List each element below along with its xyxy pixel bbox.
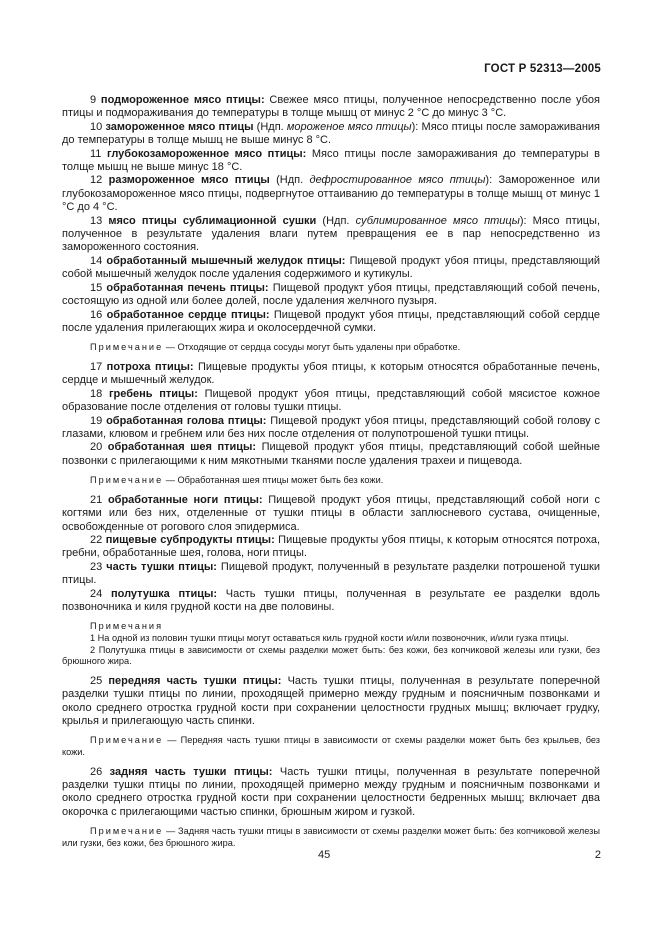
notes-term-24-heading — [62, 621, 600, 633]
term-name: часть тушки птицы: — [106, 560, 217, 573]
term-definition: Пищевые продукты убоя птицы, к которым относятся обработанные печень, сердце и мышечный желудок. — [62, 360, 601, 387]
note-text: — Обработанная шея птицы может быть без кожи. — [163, 475, 384, 486]
term-definition: Пищевой продукт убоя птицы, представляющий собой голову с глазами, клювом и гребнем или без них после отделения от полупотрошеной тушки птицы. — [62, 414, 600, 440]
note-heading: Примечания — [90, 621, 164, 632]
term-definition: Свежее мясо птицы, полученное непосредственно после убоя птицы и подмораживания до температуры в толще мышц от минус 2 °С до минус 3 °С. — [62, 94, 600, 120]
term-name: мясо птицы сублимационной сушки — [108, 214, 317, 227]
note-term-25 — [62, 735, 600, 758]
note-text: — Отходящие от сердца сосуды могут быть удалены при обработке. — [163, 342, 461, 353]
term-number: 15 — [90, 281, 103, 294]
term-9 — [62, 94, 600, 121]
term-name: подмороженное мясо птицы: — [100, 94, 265, 106]
term-name: полутушка птицы: — [110, 587, 218, 600]
term-19 — [62, 415, 600, 442]
term-number: 14 — [90, 254, 103, 267]
term-name: гребень птицы: — [108, 387, 198, 400]
term-definition: Часть тушки птицы, полученная в результате поперечной разделки тушки птицы по линии, проходящей примерно между грудным и поясничным позвонками и около среднего отростка грудной кости при сохранении целостности бедренных мышц; включает два окорочка с прилегающими частью спинки, брюшным жиром и гузкой. — [62, 765, 601, 818]
term-deprecated-synonym: мороженое мясо птицы — [286, 120, 412, 133]
term-17 — [62, 361, 600, 388]
term-13: 13 мясо птицы сублимационной сушки (Ндп. сублимированное мясо птицы): Мясо птицы, полученное в результате удаления влаги путем превращения ее в пар непосредственно из замороженного состояния. — [62, 214, 601, 254]
note-term-26 — [62, 826, 600, 849]
note-text: — Передняя часть тушки птицы в зависимости от схемы разделки может быть без крыльев, без кожи. — [62, 735, 600, 757]
note-heading: Примечание — [90, 826, 164, 837]
term-number: 26 — [90, 765, 103, 778]
term-number: 22 — [90, 533, 103, 546]
term-name: потроха птицы: — [106, 360, 194, 373]
term-name: обработанная шея птицы: — [107, 441, 257, 454]
note-item: 2 Полутушка птицы в зависимости от схемы разделки может быть: без кожи, без копчиковой железы или гузки, без брюшного жира. — [62, 644, 600, 667]
sheet-number: 2 — [594, 849, 601, 861]
term-definition: Часть тушки птицы, полученная в результате ее разделки вдоль позвоночника и киля грудной кости на две половины. — [62, 587, 600, 613]
term-number: 16 — [90, 308, 103, 321]
term-definition: Мясо птицы после замораживания до температуры в толще мышц не выше минус 8 °С. — [62, 120, 601, 147]
term-16 — [62, 309, 600, 336]
term-number: 19 — [90, 414, 103, 427]
note-text: — Задняя часть тушки птицы в зависимости от схемы разделки может быть: без копчиковой железы или гузки, без кожи, без брюшного жира. — [62, 826, 600, 848]
term-name: замороженное мясо птицы — [105, 120, 254, 133]
term-number: 23 — [90, 560, 103, 573]
term-name: обработанный мышечный желудок птицы: — [106, 254, 346, 267]
term-26 — [62, 766, 600, 820]
note-term-20 — [62, 475, 600, 487]
term-number: 9 — [90, 94, 97, 106]
term-definition: Пищевой продукт, полученный в результате разделки потрошеной тушки птицы. — [62, 560, 600, 587]
term-name: обработанное сердце птицы: — [106, 308, 270, 321]
term-18 — [62, 388, 600, 415]
note-term-16 — [62, 342, 600, 354]
document-code: ГОСТ Р 52313—2005 — [484, 63, 601, 75]
term-number: 11 — [90, 147, 102, 160]
term-definition: Пищевой продукт убоя птицы, представляющий собой сердце после удаления прилегающих жира и околосердечной сумки. — [62, 308, 600, 334]
note-heading: Примечание — [90, 735, 164, 746]
term-definition: Замороженное или глубокозамороженное мясо птицы, подвергнутое оттаиванию до температуры в толще мышц от минус 1 °С до 4 °С. — [62, 174, 600, 214]
term-22 — [62, 534, 600, 561]
term-name: обработанная печень птицы: — [106, 281, 269, 294]
term-definition: Пищевой продукт убоя птицы, представляющий собой мышечный желудок после удаления содержимого и кутикулы. — [62, 254, 601, 281]
term-deprecated-synonym: дефростированное мясо птицы — [309, 174, 486, 187]
term-name: передняя часть тушки птицы: — [108, 674, 282, 687]
term-definition: Пищевой продукт убоя птицы, представляющий собой печень, состоящую из одной или более долей, после удаления желчного пузыря. — [62, 281, 601, 308]
note-heading: Примечание — [90, 342, 164, 353]
term-definition: Пищевой продукт убоя птицы, представляющий собой мясистое кожное образование после отделения от головы тушки птицы. — [62, 387, 600, 414]
term-15 — [62, 282, 600, 309]
term-number: 17 — [90, 360, 103, 373]
note-item: 1 На одной из половин тушки птицы могут оставаться киль грудной кости и/или позвоночник, и/или гузка птицы. — [90, 633, 569, 643]
term-number: 12 — [90, 174, 103, 187]
term-name: глубокозамороженное мясо птицы: — [107, 147, 307, 160]
term-definition: Мясо птицы, полученное в результате удаления влаги путем превращения ее в пар непосредственно из замороженного состояния. — [62, 214, 601, 254]
term-24 — [62, 588, 600, 615]
term-name: обработанная голова птицы: — [106, 414, 267, 427]
term-number: 10 — [90, 120, 103, 133]
term-name: обработанные ноги птицы: — [107, 493, 263, 506]
term-name: пищевые субпродукты птицы: — [105, 533, 275, 546]
term-name: размороженное мясо птицы — [108, 174, 270, 187]
page-body — [62, 94, 600, 849]
term-number: 21 — [90, 493, 103, 506]
term-definition: Часть тушки птицы, полученная в результате поперечной разделки тушки птицы по линии, проходящей примерно между грудным и поясничным позвонками и около среднего отростка грудной кости при сохранении целостности грудных мышц; включает грудку, крылья и прилегающую часть спинки. — [62, 674, 600, 727]
term-deprecated-synonym: сублимированное мясо птицы — [355, 214, 520, 227]
term-25 — [62, 675, 600, 729]
term-number: 18 — [90, 387, 103, 400]
term-20 — [62, 441, 600, 468]
term-definition: Пищевой продукт убоя птицы, представляющий собой ноги с когтями или без них, отделенные от тушки птицы в области заплюсневого сустава, очищенные, освобожденные от рогового слоя эпидермиса. — [62, 493, 601, 533]
term-12: 12 размороженное мясо птицы (Ндп. дефростированное мясо птицы): Замороженное или глубокозамороженное мясо птицы, подвергнутое оттаиванию до температуры в толще мышц от минус 1 °С до 4 °С. — [62, 174, 600, 214]
page-number: 45 — [318, 849, 331, 861]
term-definition: Пищевые продукты убоя птицы, к которым относятся потроха, гребни, обработанные шея, голова, ноги птицы. — [62, 533, 600, 560]
term-number: 13 — [90, 214, 103, 227]
note-heading: Примечание — [90, 475, 164, 486]
term-number: 25 — [90, 674, 103, 687]
term-14 — [62, 255, 600, 282]
term-number: 20 — [90, 441, 103, 454]
term-name: задняя часть тушки птицы: — [109, 765, 273, 778]
term-23 — [62, 561, 600, 588]
term-definition: Пищевой продукт убоя птицы, представляющий собой шейные позвонки с прилегающими к ним мякотными тканями после удаления трахеи и пищевода. — [62, 441, 600, 467]
term-number: 24 — [90, 587, 103, 600]
term-definition: Мясо птицы после замораживания до температуры в толще мышц не выше минус 18 °С. — [62, 147, 600, 174]
term-10: 10 замороженное мясо птицы (Ндп. мороженое мясо птицы): Мясо птицы после замораживания до температуры в толще мышц не выше минус 8 °С. — [62, 120, 601, 147]
term-11 — [62, 148, 600, 175]
term-21 — [62, 494, 600, 534]
